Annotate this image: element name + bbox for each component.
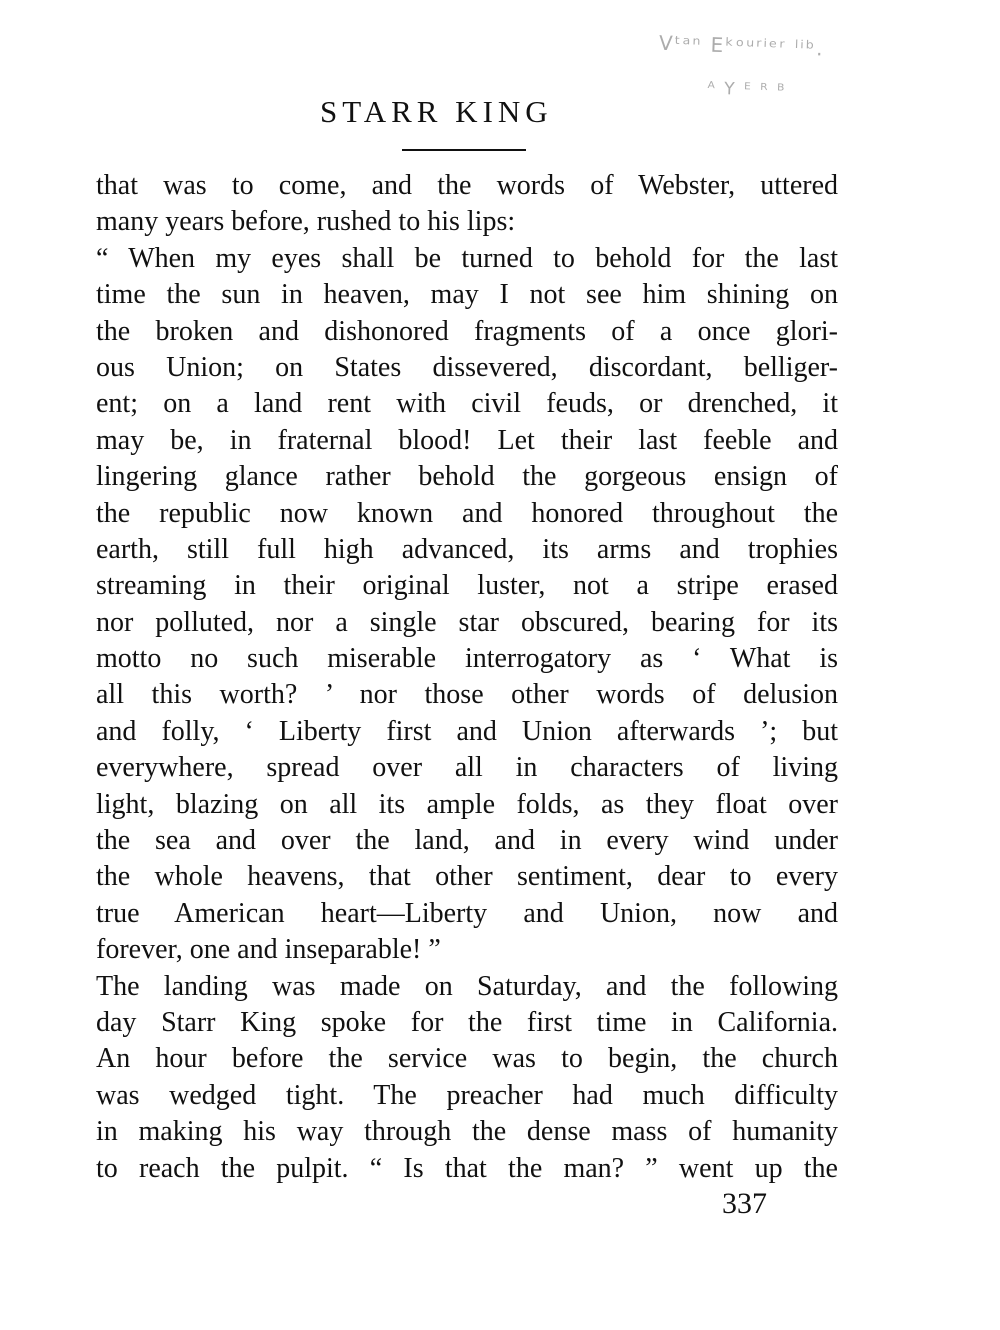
text-line: lingering glance rather behold the gorgeous ensign of [96, 461, 838, 493]
stamp-line-2: ᴬ Y ᴱ ᴿ ᴮ [707, 78, 787, 102]
text-line: the broken and dishonored fragments of a once glori- [96, 315, 838, 347]
text-line: the sea and over the land, and in every wind under [96, 825, 838, 857]
text-line: motto no such miserable interrogatory as ‘ What is [96, 643, 838, 675]
text-line: true American heart—Liberty and Union, now and [96, 897, 838, 929]
text-line: all this worth? ’ nor those other words of delusion [96, 679, 838, 711]
text-line: The landing was made on Saturday, and the following [96, 970, 838, 1002]
text-line: in making his way through the dense mass of humanity [96, 1116, 838, 1148]
text-line: An hour before the service was to begin, the church [96, 1043, 838, 1075]
text-line: to reach the pulpit. “ Is that the man? ” went up the [96, 1152, 838, 1184]
stamp-line-1: Vᵗᵃⁿ Eᵏᵒᵘʳⁱᵉʳ ˡⁱᵇ. [658, 30, 825, 61]
text-line: day Starr King spoke for the first time in California. [96, 1006, 838, 1038]
text-line: nor polluted, nor a single star obscured, bearing for its [96, 606, 838, 638]
text-line: may be, in fraternal blood! Let their last feeble and [96, 424, 838, 456]
text-line: everywhere, spread over all in characters of living [96, 752, 838, 784]
text-line: light, blazing on all its ample folds, as they float over [96, 788, 838, 820]
text-line: and folly, ‘ Liberty first and Union afterwards ’; but [96, 715, 838, 747]
text-line: “ When my eyes shall be turned to behold for the last [96, 242, 838, 274]
library-stamp [657, 23, 960, 123]
text-line: was wedged tight. The preacher had much difficulty [96, 1079, 838, 1111]
body-text [96, 168, 838, 1187]
text-line: the whole heavens, that other sentiment, dear to every [96, 861, 838, 893]
text-line: that was to come, and the words of Webster, uttered [96, 170, 838, 201]
page-number: 337 [722, 1187, 767, 1220]
head-rule [402, 149, 526, 151]
text-line: streaming in their original luster, not a stripe erased [96, 570, 838, 602]
text-line: the republic now known and honored throughout the [96, 497, 838, 529]
text-line: earth, still full high advanced, its arms and trophies [96, 533, 838, 565]
text-line: ent; on a land rent with civil feuds, or drenched, it [96, 388, 838, 420]
running-head: STARR KING [320, 94, 553, 129]
text-line: many years before, rushed to his lips: [96, 206, 516, 238]
text-line: forever, one and inseparable! ” [96, 934, 441, 966]
text-line: ous Union; on States dissevered, discordant, belliger- [96, 351, 838, 383]
text-line: time the sun in heaven, may I not see him shining on [96, 279, 838, 311]
